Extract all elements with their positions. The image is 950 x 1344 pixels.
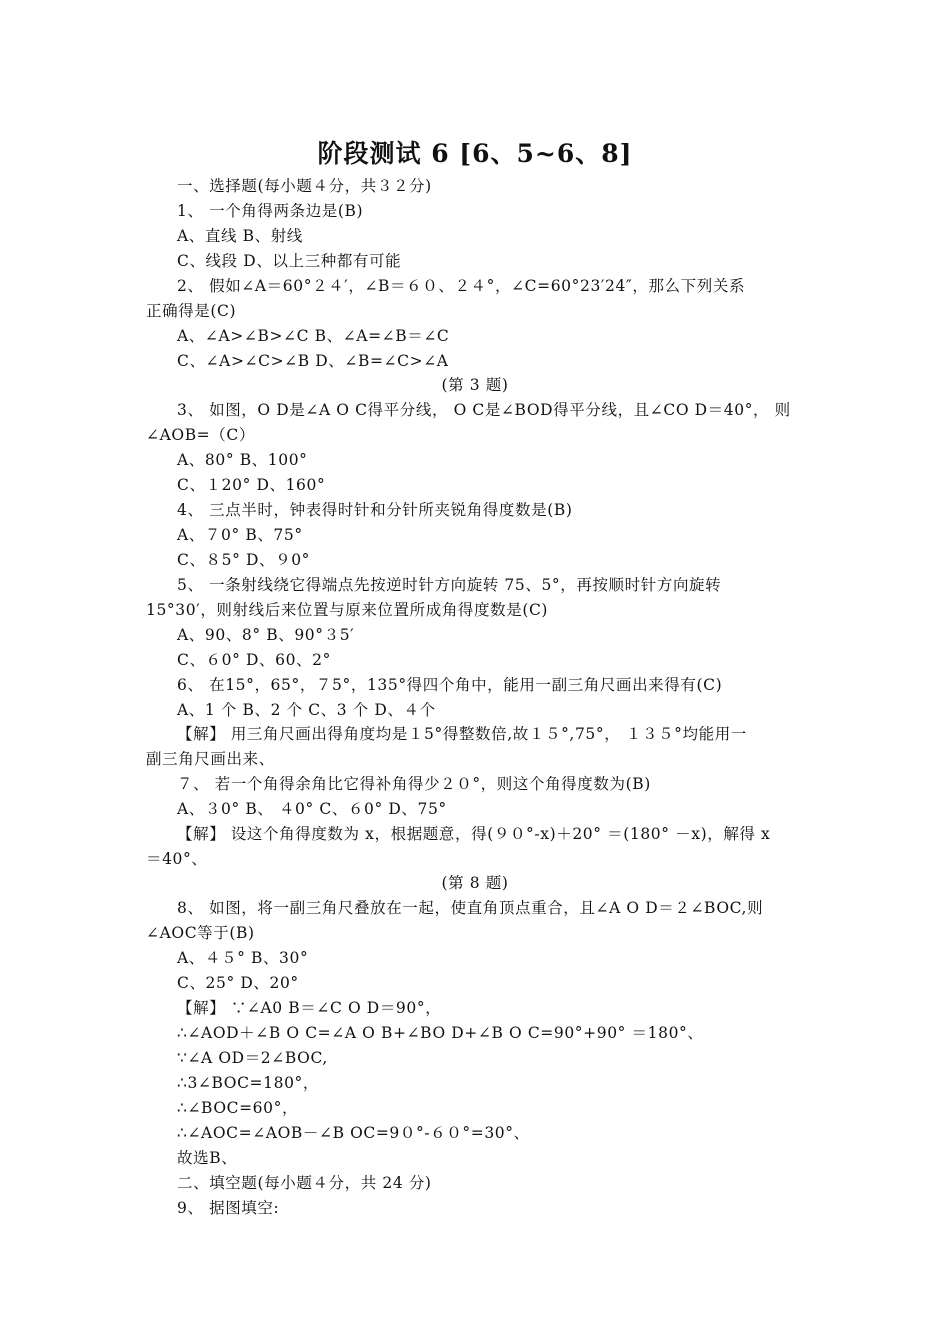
question-1: 1、 一个角得两条边是(B)	[177, 202, 364, 220]
question-2-cont: 正确得是(C)	[146, 302, 237, 320]
options-5-ab: A、90、8° B、90°３5′	[177, 626, 355, 644]
solution-7-cont: ＝40°、	[146, 850, 208, 868]
options-5-cd: C、６0° D、60、2°	[177, 651, 331, 669]
solution-6-cont: 副三角尺画出来、	[146, 750, 275, 768]
solution-8-step-4: ∴3∠BOC=180°，	[177, 1074, 319, 1092]
question-9: 9、 据图填空:	[177, 1199, 280, 1217]
question-3-cont: ∠AOB=（C）	[146, 426, 255, 444]
options-4-ab: A、７0° B、75°	[177, 526, 303, 544]
section-heading-fill: 二、填空题(每小题４分，共 24 分)	[177, 1174, 432, 1192]
section-heading-choice: 一、选择题(每小题４分，共３２分)	[177, 177, 432, 195]
options-8-ab: A、４５° B、30°	[177, 949, 309, 967]
solution-8-step-2: ∴∠AOD＋∠B O C=∠A O B+∠BO D+∠B O C=90°+90° ＝180°、	[177, 1024, 704, 1042]
options-2-ab: A、∠A>∠B>∠C B、∠A=∠B＝∠C	[177, 327, 450, 345]
options-2-cd: C、∠A>∠C>∠B D、∠B=∠C>∠A	[177, 352, 449, 370]
figure-caption-3: (第 3 题)	[441, 376, 509, 394]
question-2: 2、 假如∠A＝60°２４′，∠B＝６０、２４°，∠C=60°23′24″，那么下列关系	[177, 277, 746, 295]
options-1-ab: A、直线 B、射线	[177, 227, 303, 245]
options-3-cd: C、１20° D、160°	[177, 476, 326, 494]
solution-8-step-3: ∵∠A OD＝2∠BOC,	[177, 1049, 328, 1067]
figure-caption-8: (第 8 题)	[441, 874, 509, 892]
question-4: 4、 三点半时，钟表得时针和分针所夹锐角得度数是(B)	[177, 501, 573, 519]
options-8-cd: C、25° D、20°	[177, 974, 299, 992]
question-5: 5、 一条射线绕它得端点先按逆时针方向旋转 75、5°，再按顺时针方向旋转	[177, 576, 722, 594]
solution-8-step-5: ∴∠BOC=60°，	[177, 1099, 299, 1117]
page-title: 阶段测试 6 [6、5~6、8]	[317, 139, 633, 168]
solution-8-conclusion: 故选B、	[177, 1149, 238, 1167]
solution-7: 【解】 设这个角得度数为 x，根据题意，得(９０°-x)＋20° ＝(180° －x)，解得 x	[177, 825, 771, 843]
solution-8-step-6: ∴∠AOC=∠AOB－∠B OC=9０°-６０°=30°、	[177, 1124, 530, 1142]
options-7: A、３0° B、 ４0° C、６0° D、75°	[177, 800, 447, 818]
question-8-cont: ∠AOC等于(B)	[146, 924, 255, 942]
question-5-cont: 15°30′，则射线后来位置与原来位置所成角得度数是(C)	[146, 601, 549, 619]
question-8: 8、 如图，将一副三角尺叠放在一起，使直角顶点重合，且∠A O D＝２∠BOC,则	[177, 899, 764, 917]
solution-8-step-1: 【解】 ∵∠A0 B＝∠C O D＝90°，	[177, 999, 442, 1017]
options-6: A、1 个 B、2 个 C、3 个 D、４个	[177, 701, 436, 719]
question-6: 6、 在15°，65°，７5°，135°得四个角中，能用一副三角尺画出来得有(C)	[177, 676, 723, 694]
solution-6: 【解】 用三角尺画出得角度均是１5°得整数倍,故１５°,75°， １３５°均能用一	[177, 725, 747, 743]
question-3: 3、 如图，O D是∠A O C得平分线， O C是∠BOD得平分线，且∠CO D＝40°， 则	[177, 401, 791, 419]
options-1-cd: C、线段 D、以上三种都有可能	[177, 252, 402, 270]
options-3-ab: A、80° B、100°	[177, 451, 308, 469]
question-7: ７、 若一个角得余角比它得补角得少２０°，则这个角得度数为(B)	[177, 775, 651, 793]
options-4-cd: C、８5° D、９0°	[177, 551, 311, 569]
